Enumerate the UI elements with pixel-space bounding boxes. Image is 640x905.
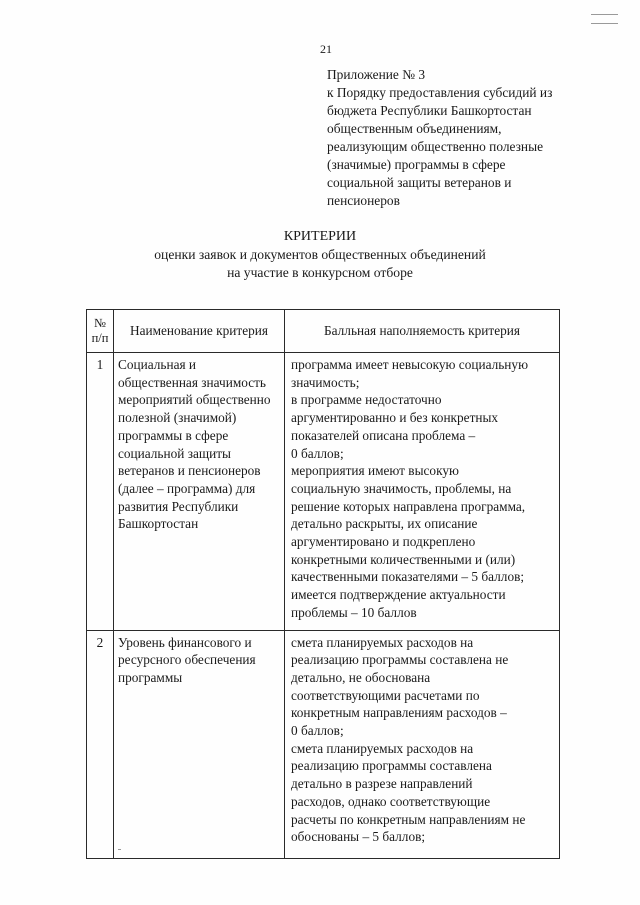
score-line: детально, не обоснована [291, 669, 431, 685]
appendix-line: пенсионеров [327, 193, 400, 208]
score-line: 0 баллов; [291, 445, 344, 461]
score-cell [285, 353, 560, 631]
score-line: качественными показателями – 5 баллов; [291, 569, 525, 585]
score-line: расходов, однако соответствующие [291, 793, 491, 809]
score-line: программа имеет невысокую социальную [291, 357, 529, 372]
appendix-line: бюджета Республики Башкортостан [327, 103, 532, 118]
criterion-name-line: ветеранов и пенсионеров [118, 463, 261, 479]
score-line: имеется подтверждение актуальности [291, 587, 506, 603]
score-line: значимость; [291, 374, 360, 390]
score-line: конкретным направлениям расходов – [291, 705, 507, 721]
criteria-table [86, 309, 560, 859]
appendix-line: реализующим общественно полезные [327, 139, 544, 154]
corner-scan-mark [591, 14, 618, 24]
scan-speck [118, 849, 121, 850]
criterion-name-line: мероприятий общественно [118, 392, 271, 408]
score-line: мероприятия имеют высокую [291, 463, 459, 479]
table-row [87, 630, 560, 858]
criterion-name-line: социальной защиты [118, 445, 231, 461]
subtitle-line: оценки заявок и документов общественных объединений [154, 247, 486, 262]
score-line: детально раскрыты, их описание [291, 516, 478, 532]
criterion-name-line: общественная значимость [118, 374, 266, 390]
appendix-block [327, 66, 577, 210]
criterion-name-line: программы в сфере [118, 427, 229, 443]
criterion-name-line: ресурсного обеспечения [118, 652, 256, 668]
criterion-name-cell [114, 353, 285, 631]
score-line: показателей описана проблема – [291, 427, 476, 443]
score-line: проблемы – 10 баллов [291, 604, 417, 620]
document-subtitle [0, 246, 640, 282]
score-line: аргументированно и без конкретных [291, 410, 499, 426]
header-number [87, 310, 114, 353]
header-number-symbol: № [94, 316, 106, 330]
score-line: реализацию программы составлена [291, 758, 492, 774]
appendix-line: социальной защиты ветеранов и [327, 175, 512, 190]
criterion-name-line: программы [118, 669, 183, 685]
score-line: социальную значимость, проблемы, на [291, 480, 512, 496]
criterion-name-line: развития Республики [118, 498, 239, 514]
criterion-name-line: полезной (значимой) [118, 410, 237, 426]
score-line: в программе недостаточно [291, 392, 442, 408]
criterion-name-line: Уровень финансового и [118, 634, 252, 650]
row-number: 1 [87, 353, 114, 631]
appendix-line: общественным объединениям, [327, 121, 502, 136]
score-line: обоснованы – 5 баллов; [291, 829, 426, 845]
page-number: 21 [320, 42, 332, 56]
row-number: 2 [87, 630, 114, 858]
score-line: аргументировано и подкреплено [291, 534, 476, 550]
appendix-line: Приложение № 3 [327, 67, 426, 82]
score-line: детально в разрезе направлений [291, 776, 473, 792]
appendix-line: к Порядку предоставления субсидий из [327, 85, 553, 100]
score-line: 0 баллов; [291, 723, 344, 739]
criterion-name-line: Социальная и [118, 357, 197, 372]
appendix-line: (значимые) программы в сфере [327, 157, 506, 172]
criterion-name-line: Башкортостан [118, 516, 199, 532]
score-line: смета планируемых расходов на [291, 634, 474, 650]
table-header-row [87, 310, 560, 353]
score-line: конкретными количественными и (или) [291, 551, 516, 567]
document-title: КРИТЕРИИ [283, 229, 357, 244]
subtitle-line: на участие в конкурсном отборе [227, 265, 413, 280]
score-line: соответствующими расчетами по [291, 687, 480, 703]
score-line: расчеты по конкретным направлениям не [291, 811, 526, 827]
header-criterion-name: Наименование критерия [114, 310, 285, 353]
criterion-name-cell [114, 630, 285, 858]
table-row [87, 353, 560, 631]
header-number-abbrev: п/п [91, 331, 109, 345]
score-line: смета планируемых расходов на [291, 740, 474, 756]
header-score: Балльная наполняемость критерия [285, 310, 560, 353]
score-line: реализацию программы составлена не [291, 652, 509, 668]
score-line: решение которых направлена программа, [291, 498, 526, 514]
criterion-name-line: (далее – программа) для [118, 480, 256, 496]
score-cell [285, 630, 560, 858]
